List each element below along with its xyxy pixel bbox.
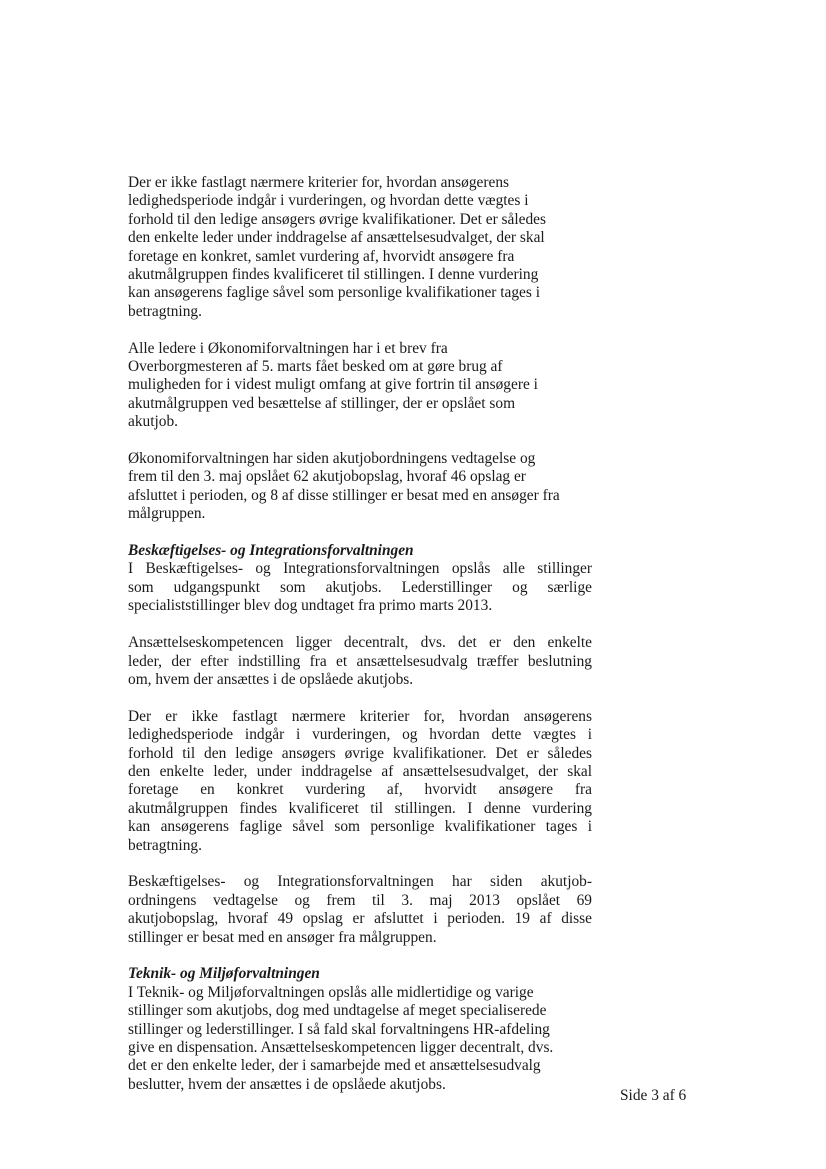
text-line: give en dispensation. Ansættelseskompetencen ligger decentralt, dvs. bbox=[128, 1038, 554, 1056]
text-line: kan ansøgerens faglige såvel som personlige kvalifikationer tages i bbox=[128, 818, 592, 836]
paragraph-bif-criteria bbox=[128, 708, 592, 855]
text-line: stillinger som akutjobs, dog med undtagelse af meget specialiserede bbox=[128, 1002, 547, 1020]
text-line: akutjob. bbox=[128, 413, 179, 431]
paragraph-leaders-letter bbox=[128, 340, 592, 432]
paragraph-spacer bbox=[128, 432, 592, 450]
text-line: muligheden for i videst muligt omfang at give fortrin til ansøgere i bbox=[128, 376, 538, 394]
text-line: Ansættelseskompetencen ligger decentralt, dvs. det er den enkelte bbox=[128, 634, 592, 652]
text-line: om, hvem der ansættes i de opslåede akutjobs. bbox=[128, 670, 414, 688]
text-line: akutjobopslag, hvoraf 49 opslag er afsluttet i perioden. 19 af disse bbox=[128, 910, 592, 928]
text-line: ledighedsperiode indgår i vurderingen, og hvordan dette vægtes i bbox=[128, 726, 592, 744]
paragraph-spacer bbox=[128, 855, 592, 873]
document-body bbox=[128, 174, 592, 1094]
text-line: Økonomiforvaltningen har siden akutjobordningens vedtagelse og bbox=[128, 450, 536, 468]
paragraph-bif-intro bbox=[128, 560, 592, 615]
text-line: stillinger og lederstillinger. I så fald skal forvaltningens HR-afdeling bbox=[128, 1020, 550, 1038]
section-heading-tmf: Teknik- og Miljøforvaltningen bbox=[128, 965, 320, 983]
text-line: frem til den 3. maj opslået 62 akutjobopslag, hvoraf 46 opslag er bbox=[128, 468, 526, 486]
text-line: målgruppen. bbox=[128, 505, 206, 523]
paragraph-spacer bbox=[128, 321, 592, 339]
text-line: forhold til den ledige ansøgers øvrige kvalifikationer. Det er således bbox=[128, 210, 546, 228]
text-line: den enkelte leder under inddragelse af ansættelsesudvalget, der skal bbox=[128, 229, 545, 247]
text-line: betragtning. bbox=[128, 836, 202, 854]
section-heading-bif: Beskæftigelses- og Integrationsforvaltningen bbox=[128, 542, 414, 560]
text-line: I Beskæftigelses- og Integrationsforvaltningen opslås alle stillinger bbox=[128, 560, 592, 578]
text-line: akutmålgruppen ved besættelse af stillinger, der er opslået som bbox=[128, 394, 516, 412]
text-line: I Teknik- og Miljøforvaltningen opslås alle midlertidige og varige bbox=[128, 983, 534, 1001]
paragraph-criteria-okf bbox=[128, 174, 592, 321]
text-line: beslutter, hvem der ansættes i de opslåede akutjobs. bbox=[128, 1075, 446, 1093]
paragraph-okf-stats bbox=[128, 450, 592, 524]
text-line: ordningens vedtagelse og frem til 3. maj 2013 opslået 69 bbox=[128, 891, 592, 909]
text-line: betragtning. bbox=[128, 302, 202, 320]
text-line: specialiststillinger blev dog undtaget fra primo marts 2013. bbox=[128, 597, 493, 615]
text-line: Alle ledere i Økonomiforvaltningen har i et brev fra bbox=[128, 339, 448, 357]
text-line: afsluttet i perioden, og 8 af disse stillinger er besat med en ansøger fra bbox=[128, 486, 560, 504]
text-line: leder, der efter indstilling fra et ansættelsesudvalg træffer beslutning bbox=[128, 652, 592, 670]
text-line: den enkelte leder, under inddragelse af ansættelsesudvalget, der skal bbox=[128, 762, 592, 780]
paragraph-bif-competence bbox=[128, 634, 592, 689]
paragraph-spacer bbox=[128, 616, 592, 634]
paragraph-bif-stats bbox=[128, 873, 592, 947]
paragraph-spacer bbox=[128, 947, 592, 965]
text-line: ledighedsperiode indgår i vurderingen, og hvordan dette vægtes i bbox=[128, 192, 529, 210]
text-line: Der er ikke fastlagt nærmere kriterier for, hvordan ansøgerens bbox=[128, 174, 510, 191]
text-line: foretage en konkret, samlet vurdering af, hvorvidt ansøgere fra bbox=[128, 247, 515, 265]
text-line: kan ansøgerens faglige såvel som personlige kvalifikationer tages i bbox=[128, 284, 541, 302]
page-number: Side 3 af 6 bbox=[620, 1087, 687, 1104]
text-line: som udgangspunkt som akutjobs. Lederstillinger og særlige bbox=[128, 578, 592, 596]
paragraph-spacer bbox=[128, 689, 592, 707]
text-line: det er den enkelte leder, der i samarbejde med et ansættelsesudvalg bbox=[128, 1057, 541, 1075]
text-line: akutmålgruppen findes kvalificeret til stillingen. I denne vurdering bbox=[128, 266, 539, 284]
text-line: stillinger er besat med en ansøger fra målgruppen. bbox=[128, 928, 437, 946]
text-line: forhold til den ledige ansøgers øvrige kvalifikationer. Det er således bbox=[128, 744, 592, 762]
text-line: foretage en konkret vurdering af, hvorvidt ansøgere fra bbox=[128, 781, 592, 799]
text-line: Overborgmesteren af 5. marts fået besked om at gøre brug af bbox=[128, 358, 503, 376]
paragraph-tmf-intro bbox=[128, 984, 592, 1094]
text-line: Der er ikke fastlagt nærmere kriterier for, hvordan ansøgerens bbox=[128, 707, 592, 725]
paragraph-spacer bbox=[128, 524, 592, 542]
text-line: Beskæftigelses- og Integrationsforvaltningen har siden akutjob- bbox=[128, 873, 592, 891]
text-line: akutmålgruppen findes kvalificeret til stillingen. I denne vurdering bbox=[128, 799, 592, 817]
